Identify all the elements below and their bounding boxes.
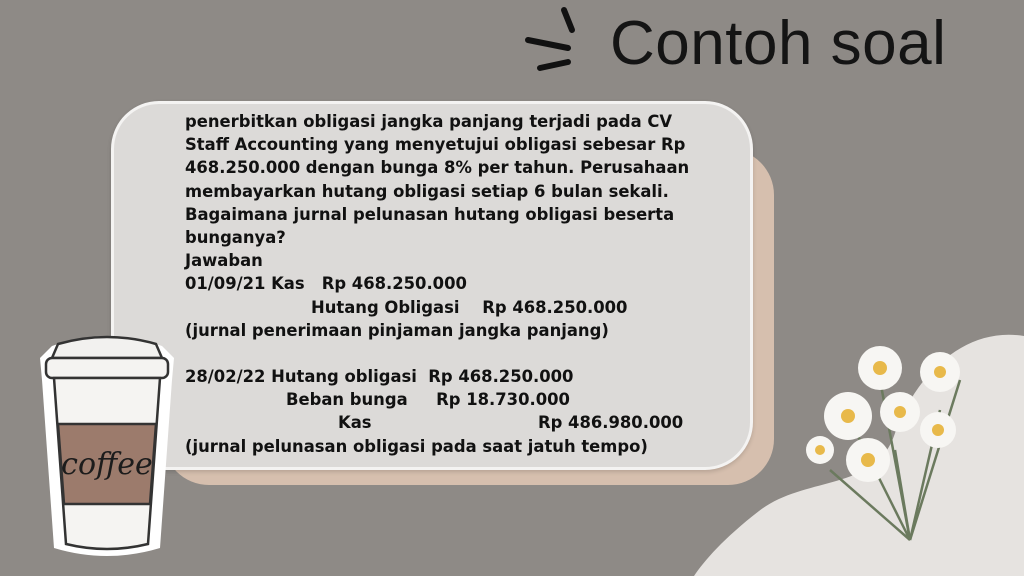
question-line: Bagaimana jurnal pelunasan hutang obligasi beserta	[185, 204, 675, 224]
journal2-line2: Beban bunga Rp 18.730.000	[286, 390, 570, 410]
journal2-line1: 28/02/22 Hutang obligasi Rp 468.250.000	[185, 367, 574, 387]
journal2-line3-amount: Rp 486.980.000	[538, 413, 684, 433]
journal2-note: (jurnal pelunasan obligasi pada saat jatuh tempo)	[185, 436, 648, 456]
journal1-line2: Hutang Obligasi Rp 468.250.000	[311, 297, 628, 317]
coffee-cup-icon	[22, 328, 192, 568]
question-line: 468.250.000 dengan bunga 8% per tahun. Perusahaan	[185, 158, 690, 178]
question-line: penerbitkan obligasi jangka panjang terjadi pada CV	[185, 112, 673, 131]
journal1-note: (jurnal penerimaan pinjaman jangka panjang)	[185, 320, 609, 340]
sparkle-rays-icon	[520, 6, 590, 76]
journal1-line1: 01/09/21 Kas Rp 468.250.000	[185, 274, 467, 294]
daisy-bouquet-icon	[790, 320, 1000, 550]
question-line: membayarkan hutang obligasi setiap 6 bulan sekali.	[185, 181, 669, 201]
spacer	[185, 342, 745, 365]
answer-heading: Jawaban	[185, 251, 263, 271]
journal2-line3-account: Kas	[338, 413, 372, 433]
card-content	[185, 110, 745, 458]
question-line: Staff Accounting yang menyetujui obligasi sebesar Rp	[185, 135, 686, 155]
slide-title: Contoh soal	[610, 9, 947, 78]
daisy-flowers	[806, 346, 960, 482]
journal2-line3	[185, 411, 745, 434]
cup-label: coffee	[61, 447, 153, 482]
question-line: bunganya?	[185, 228, 286, 248]
